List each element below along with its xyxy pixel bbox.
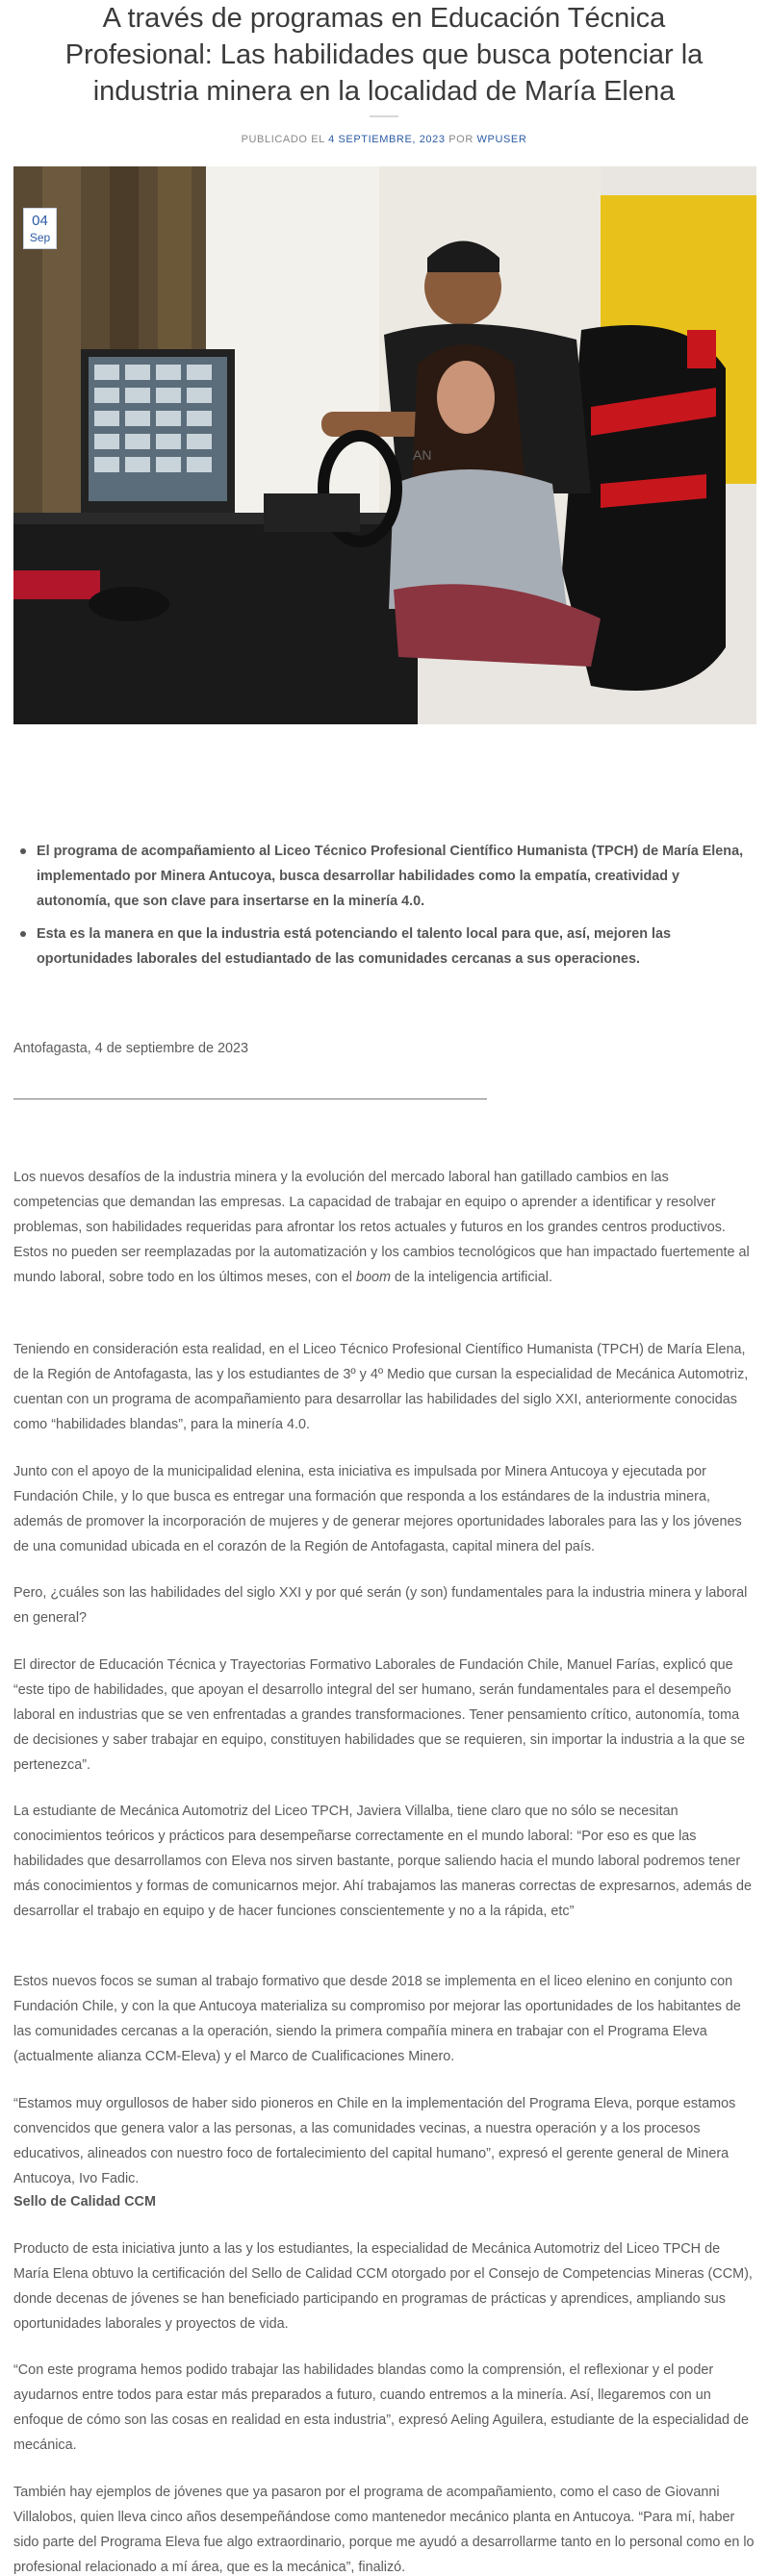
section-heading: Sello de Calidad CCM [13,2194,156,2210]
paragraph-7: Estos nuevos focos se suman al trabajo formativo que desde 2018 se implementa en el liceo elenino en conjunto con Fundación Chile, y con la que Antucoya materializa su compromiso por mejorar las oportunidades de los habitantes de las comunidades cercanas a la operación, siendo la primera compañía minera en trabajar con el Programa Eleva (actualmente alianza CCM-Eleva) y el Marco de Cualificaciones Minero. [13,1974,741,2064]
paragraph-1 [13,1165,756,1290]
summary-bullet [13,839,756,914]
published-prefix: PUBLICADO EL [241,134,325,145]
by-label: POR [448,134,474,145]
date-badge [23,208,57,249]
paragraph-10: “Con este programa hemos podido trabajar las habilidades blandas como la comprensión, el reflexionar y el poder ayudarnos entre todos para estar más preparados a futuro, cuando entremos a la minería. Así, llegaremos con un enfoque de cómo son las cosas en realidad en esta industria”, expresó Aeling Aguilera, estudiante de la especialidad de mecánica. [13,2362,750,2453]
paragraph-5: El director de Educación Técnica y Trayectorias Formativo Laborales de Fundación Chile, Manuel Farías, explicó que “este tipo de habilidades, que apoyan el desarrollo integral del ser humano, serán fundamentales para el desempeño laboral en industrias que se ven enfrentadas a grandes transformaciones. Tener pensamiento crítico, autonomía, toma de decisiones y saber trabajar en equipo, constituyen habilidades que se requieren, sin importar la industria a la que se pertenezca”. [13,1657,745,1773]
summary-bullet-text: Esta es la manera en que la industria está potenciando el talento local para que, así, mejoren las oportunidades laborales del estudiantado de las comunidades cercanas a sus operaciones. [37,926,671,967]
paragraph-1-emphasis: boom [355,1270,391,1285]
svg-text:AN: AN [413,447,432,463]
paragraph-8: “Estamos muy orgullosos de haber sido pioneros en Chile en la implementación del Programa Eleva, porque estamos convencidos que genera valor a las personas, a las comunidades vecinas, a nuestra operación y a los procesos educativos, alineados con nuestro foco de fortalecimiento del capital humano”, expresó el gerente general de Minera Antucoya, Ivo Fadic. [13,2096,736,2186]
paragraph-2: Teniendo en consideración esta realidad, en el Liceo Técnico Profesional Científico Humanista (TPCH) de María Elena, de la Región de Antofagasta, las y los estudiantes de 3º y 4º Medio que cursan la especialidad de Mecánica Automotriz, cuentan con un programa de acompañamiento para desarrollar las habilidades del siglo XXI, anteriormente conocidas como “habilidades blandas”, para la minería 4.0. [13,1342,749,1432]
summary-bullet-text: El programa de acompañamiento al Liceo Técnico Profesional Científico Humanista (TPCH) de María Elena, implementado por Minera Antucoya, busca desarrollar habilidades como la empatía, creatividad y autonomía, que son clave para insertarse en la minería 4.0. [37,844,744,909]
paragraph-3: Junto con el apoyo de la municipalidad elenina, esta iniciativa es impulsada por Minera Antucoya y ejecutada por Fundación Chile, y lo que busca es entregar una formación que responda a los estándares de la industria minera, además de promover la incorporación de mujeres y de generar mejores oportunidades laborales para las y los jóvenes de una comunidad ubicada en el corazón de la Región de Antofagasta, capital minera del país. [13,1464,742,1554]
location-date: Antofagasta, 4 de septiembre de 2023 [13,1041,249,1056]
paragraph-4: Pero, ¿cuáles son las habilidades del siglo XXI y por qué serán (y son) fundamentales para la industria minera y laboral en general? [13,1585,748,1626]
badge-month: Sep [29,231,51,244]
author-link[interactable]: WPUSER [476,134,527,145]
bullet-dot-icon [20,848,26,854]
summary-bullet [13,922,756,972]
bullet-dot-icon [20,931,26,937]
summary-bullets [13,839,756,979]
paragraph-6: La estudiante de Mecánica Automotriz del Liceo TPCH, Javiera Villalba, tiene claro que no sólo se necesitan conocimientos teóricos y prácticos para desempeñarse correctamente en el mundo laboral: “Por eso es que las habilidades que desarrollamos con Eleva nos sirven bastante, porque saliendo hacia el mundo laboral podremos tener más conocimientos y formas de comunicarnos mejor. Ahí trabajamos las maneras correctas de expresarnos, además de desarrollar el trabajo en equipo y de hacer funciones conscientemente y no a la rápida, etc” [13,1804,753,1919]
badge-day: 04 [32,213,48,229]
page-title: A través de programas en Educación Técnica Profesional: Las habilidades que busca potenciar la industria minera en la localidad de María Elena [64,3,704,107]
post-date-link[interactable]: 4 SEPTIEMBRE, 2023 [328,134,446,145]
hero-photo [13,166,756,724]
title-divider [370,115,398,117]
paragraph-11: También hay ejemplos de jóvenes que ya pasaron por el programa de acompañamiento, como el caso de Giovanni Villalobos, quien lleva cinco años desempeñándose como mantenedor mecánico planta en Antucoya. “Para mí, haber sido parte del Programa Eleva fue algo extraordinario, porque me ayudó a desarrollarme tanto en lo personal como en lo profesional relacionado a mí área, que es la mecánica”, finalizó. [13,2485,755,2575]
paragraph-1-text-a: Los nuevos desafíos de la industria minera y la evolución del mercado laboral han gatillado cambios en las competencias que demandan las empresas. La capacidad de trabajar en equipo o aprender a identificar y resolver problemas, son habilidades requeridas para afrontar los retos actuales y futuros en los grandes centros productivos. Estos no pueden ser reemplazadas por la automatización y los cambios tecnológicos que han impactado fuertemente al mundo laboral, sobre todo en los últimos meses, con el [13,1170,750,1285]
hero-image [13,166,756,724]
paragraph-9: Producto de esta iniciativa junto a las y los estudiantes, la especialidad de Mecánica Automotriz del Liceo TPCH de María Elena obtuvo la certificación del Sello de Calidad CCM otorgado por el Consejo de Competencias Mineras (CCM), donde decenas de jóvenes se han beneficiado participando en programas de prácticas y aprendices, ampliando sus oportunidades laborales y proyectos de vida. [13,2241,753,2332]
paragraph-1-text-b: de la inteligencia artificial. [390,1270,552,1285]
post-meta [0,134,768,145]
